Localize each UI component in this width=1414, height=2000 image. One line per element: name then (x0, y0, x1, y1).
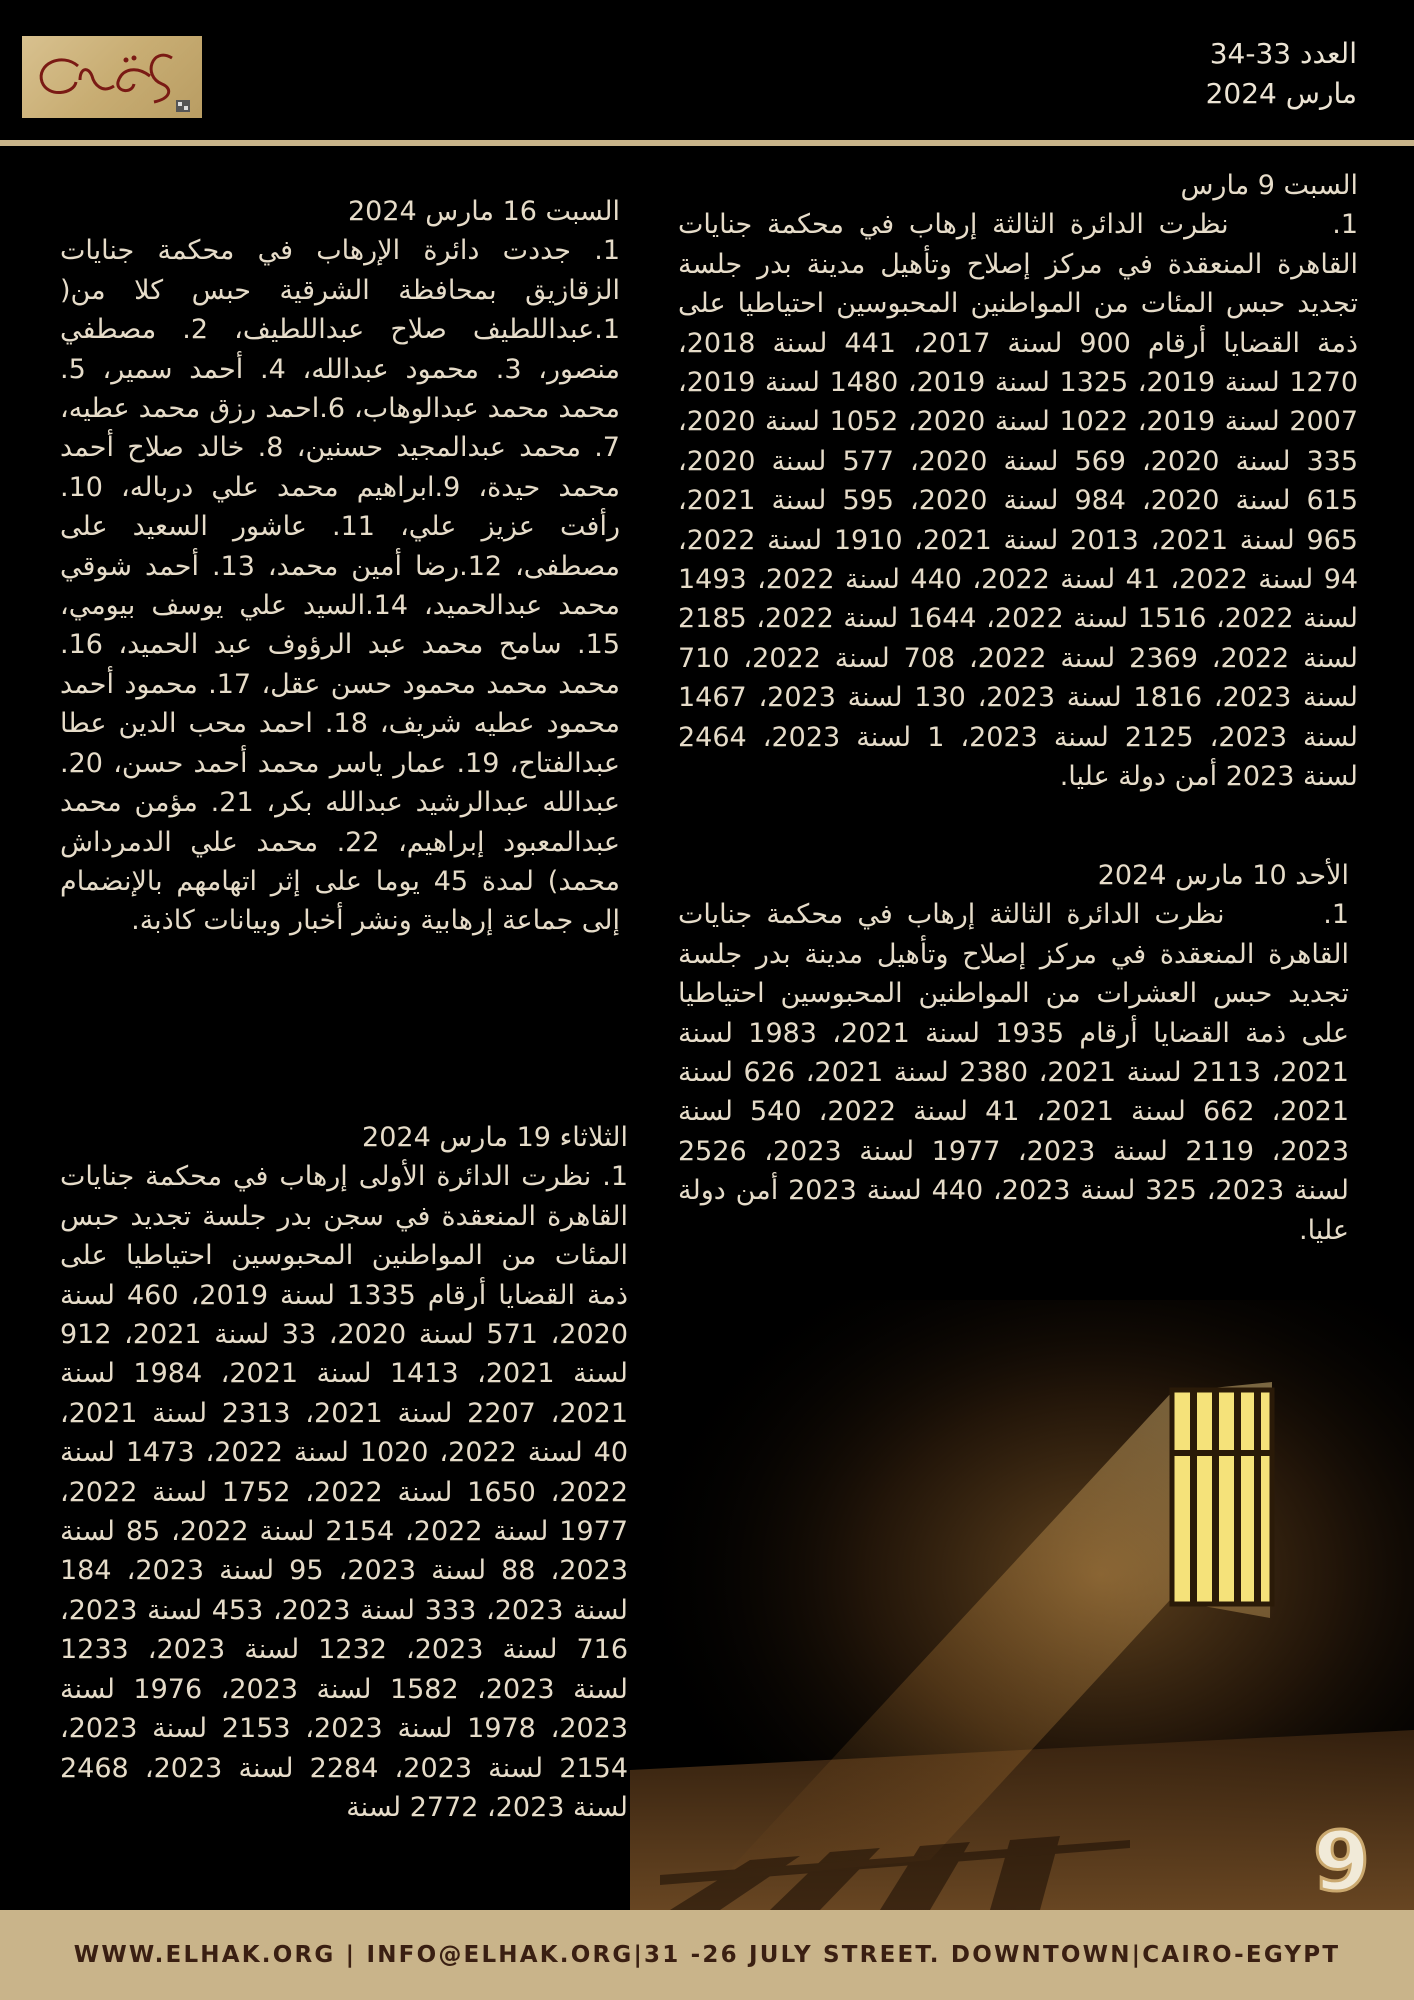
logo-calligraphy (22, 36, 202, 118)
page-number: 9 (1312, 1815, 1370, 1910)
section-sat-9-march (678, 166, 1358, 797)
footer-contact-text: WWW.ELHAK.ORG | INFO@ELHAK.ORG|31 -26 JULY STREET. DOWNTOWN|CAIRO-EGYPT (73, 1942, 1341, 1968)
section-date: الأحد 10 مارس 2024 (1097, 860, 1349, 891)
section-sat-16-march (60, 192, 620, 941)
page-header (0, 0, 1414, 140)
section-body: 1. نظرت الدائرة الأولى إرهاب في محكمة جنايات القاهرة المنعقدة في سجن بدر جلسة تجديد حبس المئات من المواطنين المحبوسين احتياطيا على ذمة القضايا أرقام 1335 لسنة 2019، 460 لسنة 2020، 571 لسنة 2020، 33 لسنة 2021، 912 لسنة 2021، 1413 لسنة 2021، 1984 لسنة 2021، 2207 لسنة 2021، 2313 لسنة 2021، 40 لسنة 2022، 1020 لسنة 2022، 1473 لسنة 2022، 1650 لسنة 2022، 1752 لسنة 2022، 1977 لسنة 2022، 2154 لسنة 2022، 85 لسنة 2023، 88 لسنة 2023، 95 لسنة 2023، 184 لسنة 2023، 333 لسنة 2023، 453 لسنة 2023، 716 لسنة 2023، 1232 لسنة 2023، 1233 لسنة 2023، 1582 لسنة 2023، 1976 لسنة 2023، 1978 لسنة 2023، 2153 لسنة 2023، 2154 لسنة 2023، 2284 لسنة 2023، 2468 لسنة 2023، 2772 لسنة (60, 1161, 629, 1823)
issue-info (1206, 34, 1357, 114)
section-date: السبت 16 مارس 2024 (348, 196, 620, 227)
window-icon (1172, 1390, 1272, 1604)
section-body: 1. نظرت الدائرة الثالثة إرهاب في محكمة جنايات القاهرة المنعقدة في مركز إصلاح وتأهيل مدينة بدر جلسة تجديد حبس المئات من المواطنين المحبوسين احتياطيا على ذمة القضايا أرقام 900 لسنة 2017، 441 لسنة 2018، 1270 لسنة 2019، 1325 لسنة 2019، 1480 لسنة 2019، 2007 لسنة 2019، 1022 لسنة 2020، 1052 لسنة 2020، 335 لسنة 2020، 569 لسنة 2020، 577 لسنة 2020، 615 لسنة 2020، 984 لسنة 2020، 595 لسنة 2021، 965 لسنة 2021، 2013 لسنة 2021، 1910 لسنة 2022، 94 لسنة 2022، 41 لسنة 2022، 440 لسنة 2022، 1493 لسنة 2022، 1516 لسنة 2022، 1644 لسنة 2022، 2185 لسنة 2022، 2369 لسنة 2022، 708 لسنة 2022، 710 لسنة 2023، 1816 لسنة 2023، 130 لسنة 2023، 1467 لسنة 2023، 2125 لسنة 2023، 1 لسنة 2023، 2464 لسنة 2023 أمن دولة عليا. (678, 209, 1359, 793)
page-footer (0, 1910, 1414, 2000)
prison-window-illustration (630, 1300, 1414, 1910)
section-date: الثلاثاء 19 مارس 2024 (362, 1122, 628, 1153)
section-sun-10-march (678, 856, 1349, 1250)
section-date: السبت 9 مارس (1180, 170, 1358, 201)
section-body: 1. نظرت الدائرة الثالثة إرهاب في محكمة جنايات القاهرة المنعقدة في مركز إصلاح وتأهيل مدينة بدر جلسة تجديد حبس العشرات من المواطنين المحبوسين احتياطيا على ذمة القضايا أرقام 1935 لسنة 2021، 1983 لسنة 2021، 2113 لسنة 2021، 2380 لسنة 2021، 626 لسنة 2021، 662 لسنة 2021، 41 لسنة 2022، 540 لسنة 2023، 2119 لسنة 2023، 1977 لسنة 2023، 2526 لسنة 2023، 325 لسنة 2023، 440 لسنة 2023 أمن دولة عليا. (678, 899, 1350, 1246)
header-divider (0, 140, 1414, 146)
issue-number: العدد 33-34 (1209, 37, 1357, 70)
magazine-logo (22, 36, 202, 118)
issue-date: مارس 2024 (1205, 77, 1357, 110)
section-tue-19-march (60, 1118, 628, 1827)
section-body: 1. جددت دائرة الإرهاب في محكمة جنايات الزقازيق بمحافظة الشرقية حبس كلا من( 1.عبداللطيف صلاح عبداللطيف، 2. مصطفي منصور، 3. محمود عبدالله، 4. أحمد سمير، 5. محمد محمد عبدالوهاب، 6.احمد رزق محمد عطيه، 7. محمد عبدالمجيد حسنين، 8. خالد صلاح أحمد محمد حيدة، 9.ابراهيم محمد علي درباله، 10. رأفت عزيز علي، 11. عاشور السعيد على مصطفى، 12.رضا أمين محمد، 13. أحمد شوقي محمد عبدالحميد، 14.السيد علي يوسف بيومي، 15. سامح محمد عبد الرؤوف عبد الحميد، 16. محمد محمد محمود حسن عقل، 17. محمود أحمد محمود عطيه شريف، 18. احمد محب الدين عطا عبدالفتاح، 19. عمار ياسر محمد أحمد حسن، 20. عبدالله عبدالرشيد عبدالله بكر، 21. مؤمن محمد عبدالمعبود إبراهيم، 22. محمد علي الدمرداش محمد) لمدة 45 يوما على إثر اتهامهم بالإنضمام إلى جماعة إرهابية ونشر أخبار وبيانات كاذبة. (60, 235, 621, 937)
